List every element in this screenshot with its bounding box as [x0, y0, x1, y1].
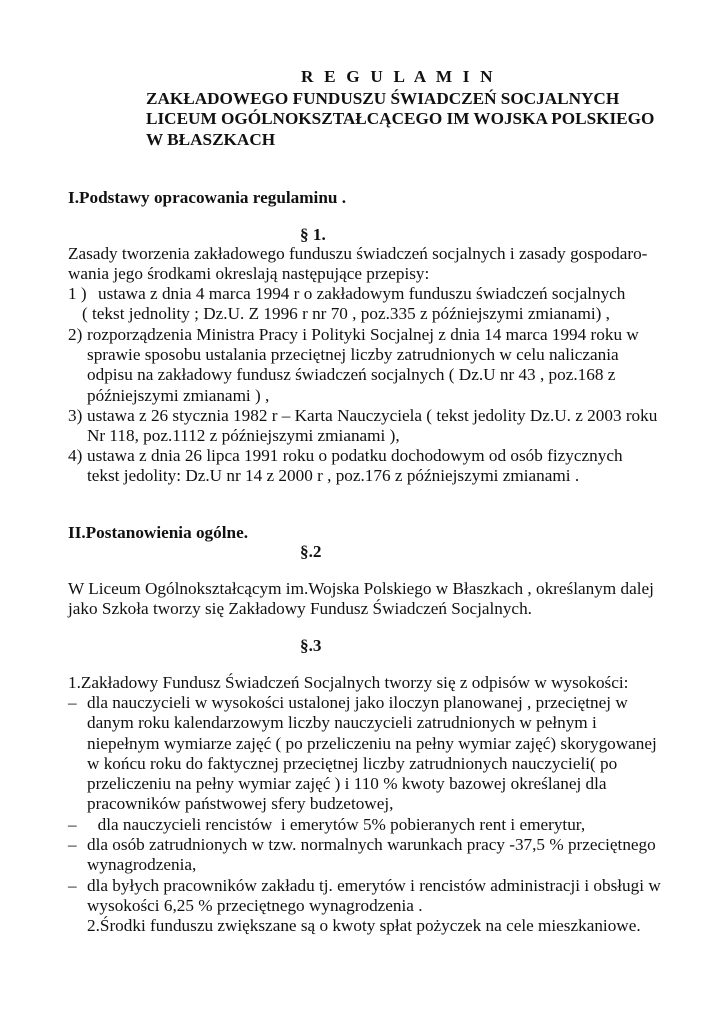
bullet-line: wysokości 6,25 % przeciętnego wynagrodzenia . [87, 896, 423, 915]
list-item-line: ustawa z dnia 26 lipca 1991 roku o podatku dochodowym od osób fizycznych [87, 446, 623, 465]
paragraph-3-intro: 1.Zakładowy Fundusz Świadczeń Socjalnych tworzy się z odpisów w wysokości: [68, 673, 629, 692]
title-line-fund: ZAKŁADOWEGO FUNDUSZU ŚWIADCZEŃ SOCJALNYCH [146, 89, 620, 108]
list-item-line: ustawa z dnia 4 marca 1994 r o zakładowym funduszu świadczeń socjalnych [98, 284, 626, 303]
list-item-line: Nr 118, poz.1112 z późniejszymi zmianami ), [87, 426, 400, 445]
list-item-number: 1 ) [68, 284, 87, 303]
intro-line-1: Zasady tworzenia zakładowego funduszu świadczeń socjalnych i zasady gospodaro- [68, 244, 648, 263]
dash-bullet: – [68, 835, 77, 854]
bullet-line: przeliczeniu na pełny wymiar zajęć ) i 110 % kwoty bazowej określanej dla [87, 774, 607, 793]
section-2-heading: II.Postanowienia ogólne. [68, 523, 249, 542]
list-item-line: ( tekst jednolity ; Dz.U. Z 1996 r nr 70 , poz.335 z późniejszymi zmianami) , [82, 304, 610, 323]
list-item-number: 4) [68, 446, 83, 465]
dash-bullet: – [68, 815, 77, 834]
bullet-line: dla nauczycieli w wysokości ustalonej jako iloczyn planowanej , przeciętnej w [87, 693, 628, 712]
dash-bullet: – [68, 693, 77, 712]
bullet-line: niepełnym wymiarze zajęć ( po przeliczeniu na pełny wymiar zajęć) skorygowanej [87, 734, 657, 753]
title-line-town: W BŁASZKACH [146, 130, 276, 149]
paragraph-mark-1: § 1. [300, 225, 326, 244]
bullet-line: dla byłych pracowników zakładu tj. emerytów i rencistów administracji i obsługi w [87, 876, 661, 895]
bullet-line: pracowników państwowej sfery budzetowej, [87, 794, 394, 813]
section-1-heading: I.Podstawy opracowania regulaminu . [68, 188, 347, 207]
paragraph-mark-3: §.3 [300, 636, 322, 655]
bullet-line: wynagrodzenia, [87, 855, 197, 874]
title-regulamin: R E G U L A M I N [301, 67, 496, 86]
dash-bullet: – [68, 876, 77, 895]
paragraph-2-line-2: jako Szkoła tworzy się Zakładowy Fundusz Świadczeń Socjalnych. [68, 599, 532, 618]
list-item-line: rozporządzenia Ministra Pracy i Polityki Socjalnej z dnia 14 marca 1994 roku w [87, 325, 639, 344]
bullet-line: danym roku kalendarzowym liczby nauczycieli zatrudnionych w pełnym i [87, 713, 597, 732]
paragraph-mark-2: §.2 [300, 542, 322, 561]
intro-line-2: wania jego środkami okreslają następujące przepisy: [68, 264, 430, 283]
list-item-line: ustawa z 26 stycznia 1982 r – Karta Nauczyciela ( tekst jedolity Dz.U. z 2003 roku [87, 406, 658, 425]
list-item-line: sprawie sposobu ustalania przeciętnej liczby zatrudnionych w celu naliczania [87, 345, 619, 364]
paragraph-3-item-2: 2.Środki funduszu zwiększane są o kwoty spłat pożyczek na cele mieszkaniowe. [87, 916, 641, 935]
bullet-line: w końcu roku do faktycznej przeciętnej liczby zatrudnionych nauczycieli( po [87, 754, 618, 773]
bullet-line: dla nauczycieli rencistów i emerytów 5% pobieranych rent i emerytur, [89, 815, 586, 834]
list-item-line: późniejszymi zmianami ) , [87, 386, 270, 405]
title-line-school: LICEUM OGÓLNOKSZTAŁCĄCEGO IM WOJSKA POLSKIEGO [146, 109, 655, 128]
paragraph-2-line-1: W Liceum Ogólnokształcącym im.Wojska Polskiego w Błaszkach , określanym dalej [68, 579, 654, 598]
list-item-number: 2) [68, 325, 83, 344]
list-item-line: odpisu na zakładowy fundusz świadczeń socjalnych ( Dz.U nr 43 , poz.168 z [87, 365, 616, 384]
list-item-line: tekst jedolity: Dz.U nr 14 z 2000 r , poz.176 z późniejszymi zmianami . [87, 466, 580, 485]
list-item-number: 3) [68, 406, 83, 425]
bullet-line: dla osób zatrudnionych w tzw. normalnych warunkach pracy -37,5 % przeciętnego [87, 835, 656, 854]
